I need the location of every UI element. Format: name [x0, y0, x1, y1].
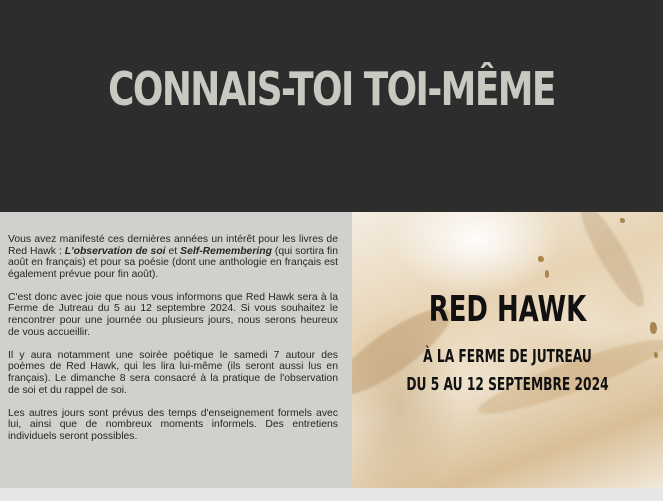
event-poster: [352, 212, 663, 488]
header-banner: [0, 0, 663, 212]
p1-text-a: Vous avez manifesté ces dernières années un intérêt pour les livres de Red Hawk :: [8, 234, 338, 257]
footer-strip: [0, 488, 663, 501]
gold-fleck: [650, 322, 657, 334]
gold-fleck: [654, 352, 658, 358]
intro-paragraph-4: Les autres jours sont prévus des temps d'enseignement formels avec lui, ainsi que de nombreux moments informels. Des entretiens individuels seront possibles.: [8, 407, 338, 442]
speaker-name: RED HAWK: [428, 289, 587, 330]
p1-text-d: (qui sortira fin août en français) et pour sa poésie (dont une anthologie en français est également prévue pour fin août).: [8, 245, 338, 280]
event-dates: DU 5 AU 12 SEPTEMBRE 2024: [406, 374, 609, 395]
book-title-observation: L'observation de soi: [64, 245, 166, 257]
intro-text: [8, 234, 338, 454]
intro-panel: [0, 212, 352, 488]
intro-paragraph-1: [8, 234, 338, 280]
gold-fleck: [538, 256, 544, 262]
event-location: À LA FERME DE JUTREAU: [423, 346, 592, 367]
intro-paragraph-2: C'est donc avec joie que nous vous informons que Red Hawk sera à la Ferme de Jutreau du 5 au 12 septembre 2024. Si vous souhaitez le rencontrer pour une journée ou plusieurs jours, nous serons heureux de vous accueillir.: [8, 291, 338, 338]
p1-text-c: et: [165, 245, 181, 257]
book-title-self-remembering: Self-Remembering: [180, 245, 272, 257]
gold-fleck: [545, 270, 549, 278]
intro-paragraph-3: Il y aura notamment une soirée poétique le samedi 7 autour des poèmes de Red Hawk, qui les lira lui-même (ils seront aussi lus en français). Le dimanche 8 sera consacré à la pratique de l'observation de soi et du rappel de soi.: [8, 349, 338, 396]
gold-fleck: [620, 218, 625, 223]
page-title: CONNAIS-TOI TOI-MÊME: [108, 62, 555, 116]
